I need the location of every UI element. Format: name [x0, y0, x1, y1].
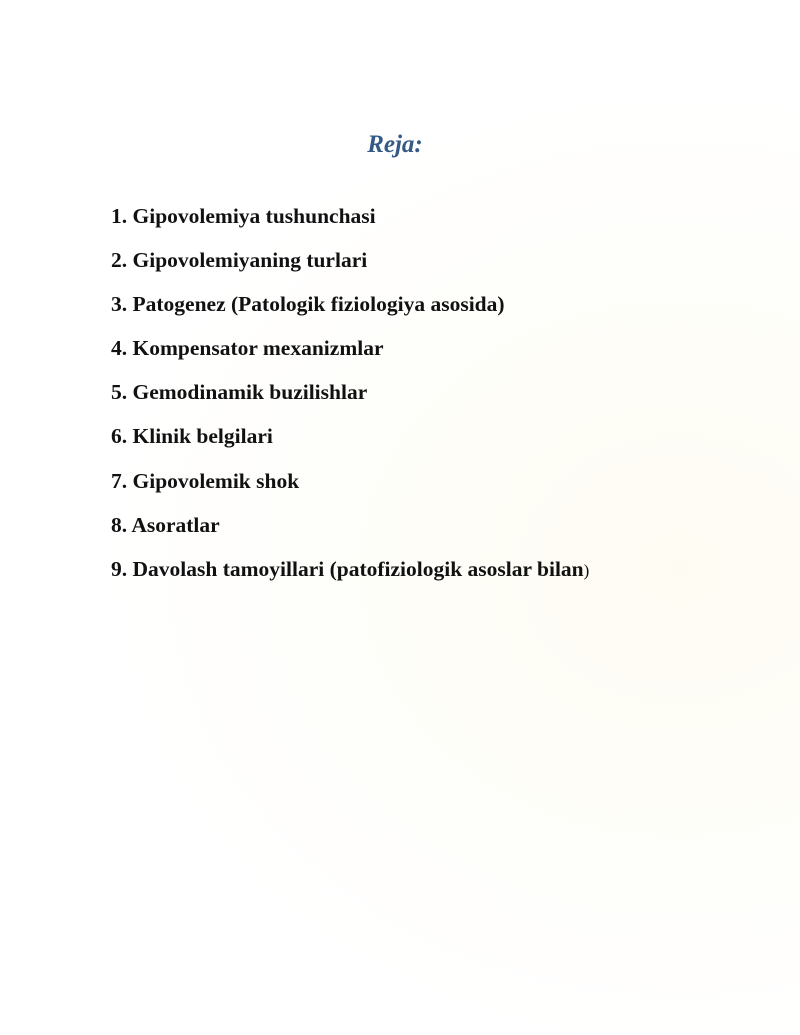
plan-item-text: 7. Gipovolemik shok: [111, 468, 300, 493]
plan-item-text: 8. Asoratlar: [111, 512, 220, 537]
plan-item-text: 3. Patogenez (Patologik fiziologiya asosida): [111, 292, 505, 317]
plan-item-8: [111, 507, 589, 551]
closing-parenthesis: ): [583, 560, 590, 580]
plan-item-text: 2. Gipovolemiyaning turlari: [111, 248, 368, 273]
page-title: Reja:: [367, 131, 423, 158]
plan-item-text: 6. Klinik belgilari: [111, 424, 273, 449]
plan-item-text: 5. Gemodinamik buzilishlar: [111, 380, 368, 405]
plan-item-text: 4. Kompensator mexanizmlar: [111, 336, 384, 361]
plan-item-text: 1. Gipovolemiya tushunchasi: [111, 204, 376, 228]
plan-item-6: [111, 418, 589, 462]
plan-item-7: [111, 463, 589, 507]
plan-item-text: 9. Davolash tamoyillari (patofiziologik asoslar bilan: [111, 556, 584, 581]
plan-item-2: [111, 242, 589, 286]
plan-item-3: [111, 286, 589, 330]
plan-item-1: [111, 198, 589, 242]
plan-item-9: [111, 551, 589, 595]
plan-item-5: [111, 374, 589, 418]
plan-item-4: [111, 330, 589, 374]
plan-list: [111, 198, 589, 595]
